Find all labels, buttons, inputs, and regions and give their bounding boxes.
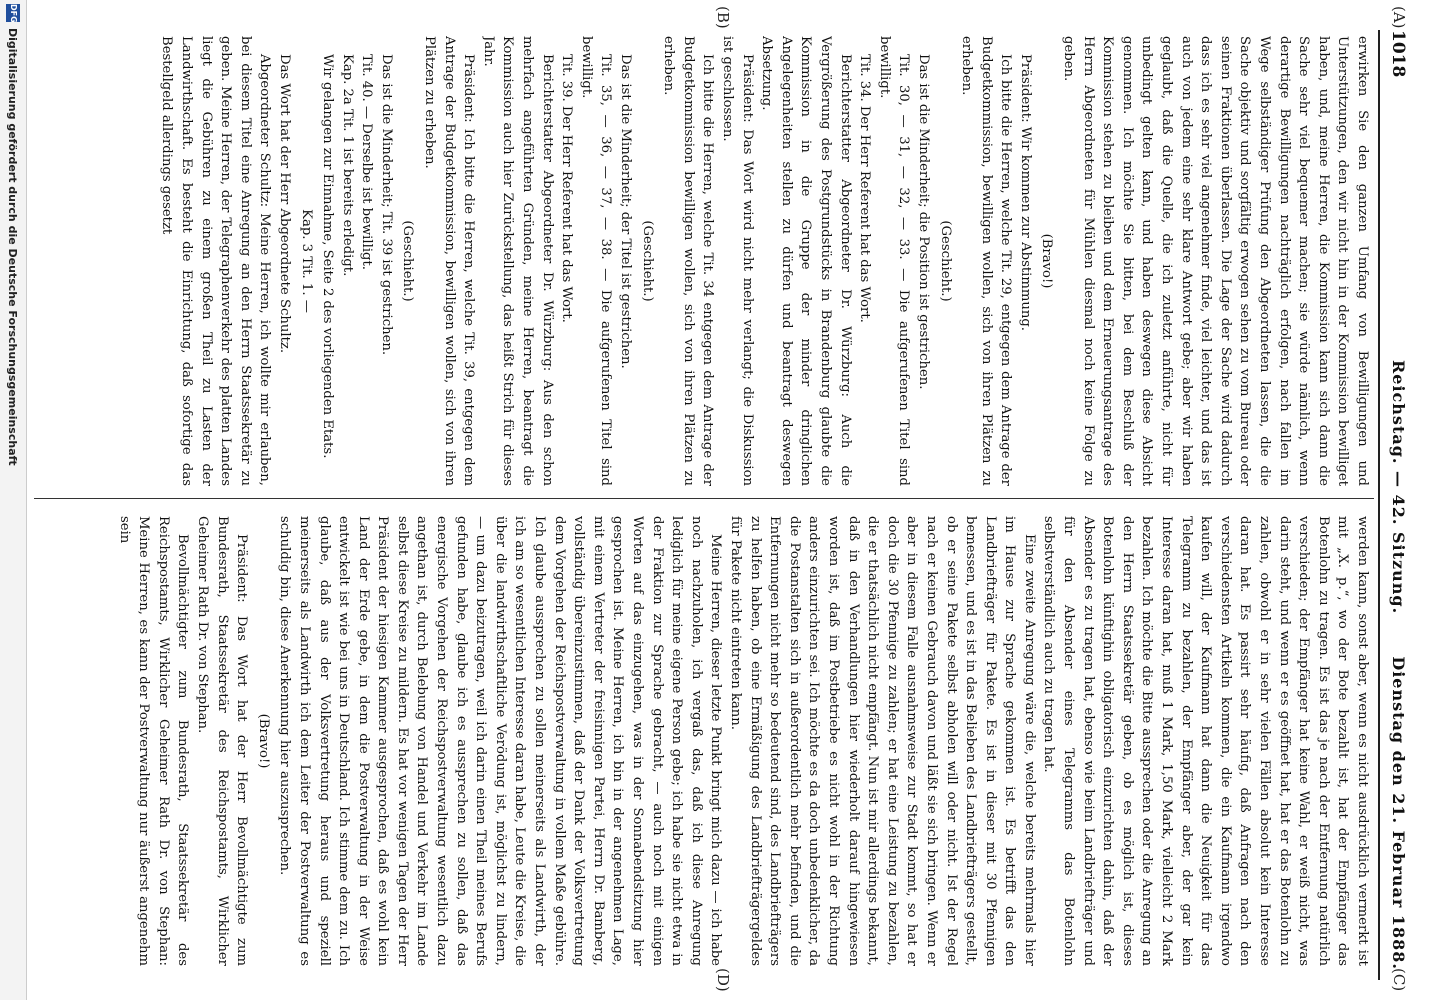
running-title: Reichstag. — 42. Sitzung. xyxy=(1389,360,1408,615)
paragraph: Kap. 2a Tit. 1 ist bereits erledigt. xyxy=(339,54,355,277)
paragraph: erwirken Sie den ganzen Umfang von Bewilligungen und Unterstützungen, den wir nicht hin in der Kommission bewilliget haben, und, meine Herren, die Kommission kann sich dann die Sache sehr viel bequemer machen; sie würde nämlich, wenn derartige Bewilligungen nachträglich erfolgen, nach fallen im Wege selbständiger Prüfung den Abgeordneten lassen, die die Sache objektiv und sorgfältig erwogen sehen zu vom Bureau oder seinen Fraktionen überlassen. Die Lage der Sache wird dadurch dass ich es sehr viel angenehmer finde, viel leichter, und das ist auch von jedem eine sehr klare Antwort gebe; aber wir haben geglaubt, daß die Quelle, die ich zuletzt anführte, nicht für unbedingt gelten kann, und haben deswegen diese Absicht genommen. Ich möchte Sie bitten, bei dem Beschluß der Kommission stehen zu bleiben und dem Erneuerungsantrage des Herrn Abgeordneten für Mühlen diesmal noch keine Folge zu geben. xyxy=(1061,36,1370,486)
paragraph: Tit. 40. — Derselbe ist bewilligt. xyxy=(359,54,375,270)
paragraph: Präsident: Wir kommen zur Abstimmung. xyxy=(1017,54,1033,331)
paragraph: Berichterstatter Abgeordneter Dr. Würzburg: Auch die Vergrößerung des Postgrundstücks in Brandenburg glaubte die Kommission in die Gruppe der minder dringlichen Angelegenheiten stellen zu dürfen und beantragt deswegen Absetzung. xyxy=(759,36,853,486)
margin-letter-a: (A) xyxy=(1390,6,1408,29)
margin-letter-d: (D) xyxy=(714,968,732,992)
paragraph: werden kann, sonst aber, wenn es nicht ausdrücklich vermerkt ist mit „X. p.“, wo der Bote bezahlt ist, hat der Empfänger das Botenlohn zu tragen. Es ist das je nach der Entfernung natürlich verschieden; der Empfänger hat keine Wahl, er weiß nicht, was darin steht, und wenn er es geöffnet hat, hat er das Botenlohn zu zahlen, obwohl er in sehr vielen Fällen absolut kein Interesse daran hat. Es passirt sehr häufig, daß Anfragen nach den verschiedensten Artikeln kommen, die ein Kaufmann irgendwo kaufen will, der Kaufmann hat dann die Neuigkeit für das Telegramm zu bezahlen, der Empfänger aber, der gar kein Interesse daran hat, muß 1 Mark, 1,50 Mark, vielleicht 2 Mark bezahlen. Ich möchte die Bitte aussprechen oder die Anregung an den Herrn Staatssekretär geben, ob es möglich ist, dieses Botenlohn künftighin obligatorisch einzurichten dahin, daß der Absender es zu tragen hat, ebenso wie beim Landbriefträger und für den Absender eines Telegramms das Botenlohn selbstverständlich auch zu tragen hat. xyxy=(1041,516,1370,966)
paragraph: Präsident: Das Wort hat der Herr Bevollmächtigte zum Bundesrath, Staatssekretär des Reichspostamts, Wirklicher Geheimer Rath Dr. von Stephan. xyxy=(194,516,250,966)
applause-note: (Bravo!) xyxy=(255,713,271,769)
paragraph: Das ist die Minderheit; die Position ist gestrichen. xyxy=(915,54,931,390)
paragraph: Meine Herren, dieser letzte Punkt bringt mich dazu — ich habe noch nachzuholen, ich vergaß das, daß ich diese Anregung lediglich für meine eigene Person gebe; ich habe sie nicht etwa in der Fraktion zur Sprache gebracht, — auch noch mit einigen Worten auf das einzugehen, was in der Sonnabendsitzung hier gesprochen ist. Meine Herren, ich bin in der angenehmen Lage, mit einem Vertreter der freisinnigen Partei, Herrn Dr. Bamberg, vollständig übereinzustimmen, daß der Dank der Volksvertretung dem Vorgehen der Reichspostverwaltung in vollem Maße gebühre. Ich glaube aussprechen zu sollen meinerseits als Landwirth, der ich am so wesentlichen Interesse daran habe, Leute die Kreise, die über die landwirthschaftliche Verödung ist, möglichst zu lindern, — um dazu beizutragen, weil ich darin einen Theil meines Berufs gefunden habe, glaube ich es aussprechen zu sollen, daß das energische Vorgehen der Reichspostverwaltung wesentlich dazu angethan ist, durch Belebung von Handel und Verkehr im Lande selbst diese Kreise zu mildern. Es hat vor wenigen Tagen der Herr Präsident der hiesigen Kammer ausgesprochen, daß es wohl kein Land der Erde gebe, in dem die Postverwaltung in der Weise entwickelt ist wie bei uns in Deutschland. Ich stimme dem zu. Ich glaube, daß aus der Volksvertretung heraus und speziell meinerseits als Landwirth ich dem Leiter der Postverwaltung es schuldig bin, diese Anerkennung hier auszusprechen. xyxy=(277,516,724,966)
paragraph: Tit. 30, — 31, — 32, — 33. — Die aufgerufenen Titel sind bewilligt. xyxy=(876,36,912,486)
margin-letter-c: (C) xyxy=(1390,968,1408,992)
paragraph: Bevollmächtigter zum Bundesrath, Staatssekretär des Reichspostamts, Wirklicher Geheimer Rath Dr. von Stephan: Meine Herren, es kann der Postverwaltung nur äußerst angenehm sein xyxy=(116,516,191,966)
paragraph: Berichterstatter Abgeordneter Dr. Würzburg: Aus den schon mehrfach angeführten Gründen, meine Herren, beantragt die Kommission auch hier Zurückstellung, das heißt Strich für dieses Jahr. xyxy=(480,36,555,486)
dfg-logo: DFG xyxy=(6,4,20,22)
column-divider xyxy=(34,498,1374,499)
paragraph: Das ist die Minderheit; Tit. 39 ist gestrichen. xyxy=(378,54,394,356)
paragraph: Präsident: Ich bitte die Herren, welche Tit. 39, entgegen dem Antrage der Budgetkommission, bewilligen wollen, sich von ihren Plätzen zu erheben. xyxy=(422,36,477,486)
paragraph: Wir gelangen zur Einnahme, Seite 2 des vorliegenden Etats. xyxy=(320,54,336,459)
paragraph: Tit. 39. Der Herr Referent hat das Wort. xyxy=(559,54,575,323)
paragraph: Ich bitte die Herren, welche Tit. 34 entgegen dem Antrage der Budgetkommission bewilligen wollen, sich von ihren Plätzen zu erheben. xyxy=(661,36,716,486)
funding-note: Digitalisierung gefördert durch die Deutsche Forschungsgemeinschaft xyxy=(6,28,19,466)
margin-letter-b: (B) xyxy=(714,6,732,29)
paragraph: Tit. 34. Der Herr Referent hat das Wort. xyxy=(857,54,873,323)
paragraph: Kap. 3 Tit. 1. — xyxy=(298,209,314,313)
applause-note: (Bravo!) xyxy=(1039,233,1055,289)
action-note: (Geschieht.) xyxy=(639,220,655,302)
action-note: (Geschieht.) xyxy=(400,220,416,302)
left-text-column xyxy=(32,36,1372,486)
paragraph: Das Wort hat der Herr Abgeordnete Schultz. xyxy=(276,54,292,354)
action-note: (Geschieht.) xyxy=(937,220,953,302)
digitization-footer xyxy=(0,0,27,1000)
page-number: 1018 xyxy=(1388,30,1408,78)
paragraph: Das ist die Minderheit; der Titel ist gestrichen. xyxy=(618,54,634,369)
header-rule xyxy=(1378,30,1380,980)
paragraph: Präsident: Das Wort wird nicht mehr verlangt; die Diskussion ist geschlossen. xyxy=(720,36,755,486)
paragraph: Tit. 35, — 36, — 37, — 38. — Die aufgerufenen Titel sind bewilligt. xyxy=(578,36,614,486)
paragraph: Ich bitte die Herren, welche Tit. 29, entgegen dem Antrage der Budgetkommission, bewilligen wollen, sich von ihren Plätzen zu erheben. xyxy=(959,36,1014,486)
paragraph: Eine zweite Anregung wäre die, welche bereits mehrmals hier im Hause zur Sprache gekommen ist. Es betrifft das den Landbriefträger für Pakete. Es ist in dieser mit 30 Pfennigen bemessen, und es ist in das Belieben des Landbriefträgers gestellt, ob er seine Pakete selbst abholen will oder nicht. Ist der Regel nach er keinen Gebrauch davon und läßt sie sich bringen. Wenn er aber in diesem Falle ausnahmsweise zur Stadt kommt, so hat er doch die 30 Pfennige zu zahlen; er hat eine Leistung zu bezahlen, die er thatsächlich nicht empfängt. Nun ist mir allerdings bekannt, daß in den Verhandlungen hier wiederholt darauf hingewiesen worden ist, daß im Postbetriebe es nicht wohl in der Richtung anders einzurichten sei. Ich möchte es da doch unbedenklicher, da die Postanstalten sich in außerordentlich mehr befinden, und die Entfernungen nicht mehr so bedeutend sind, des Landbriefträgers zu helfen haben, ob eine Ermäßigung des Landbriefträgergeldes für Pakete nicht eintreten kann. xyxy=(728,516,1037,966)
right-text-column xyxy=(32,516,1372,966)
session-date: Dienstag den 21. Februar 1888. xyxy=(1389,656,1408,970)
paragraph: Abgeordneter Schultz: Meine Herren, ich wollte mir erlauben, bei diesem Titel eine Anregung an den Herrn Staatssekretär zu geben. Meine Herren, der Telegraphenverkehr des platten Landes liegt die Gebühren zu einem großen Theil zu Lasten der Landwirthschaft. Es besteht die Einrichtung, daß sofortige das Bestellgeld allerdings gesetzt xyxy=(159,36,273,486)
page-header xyxy=(1380,30,1408,980)
